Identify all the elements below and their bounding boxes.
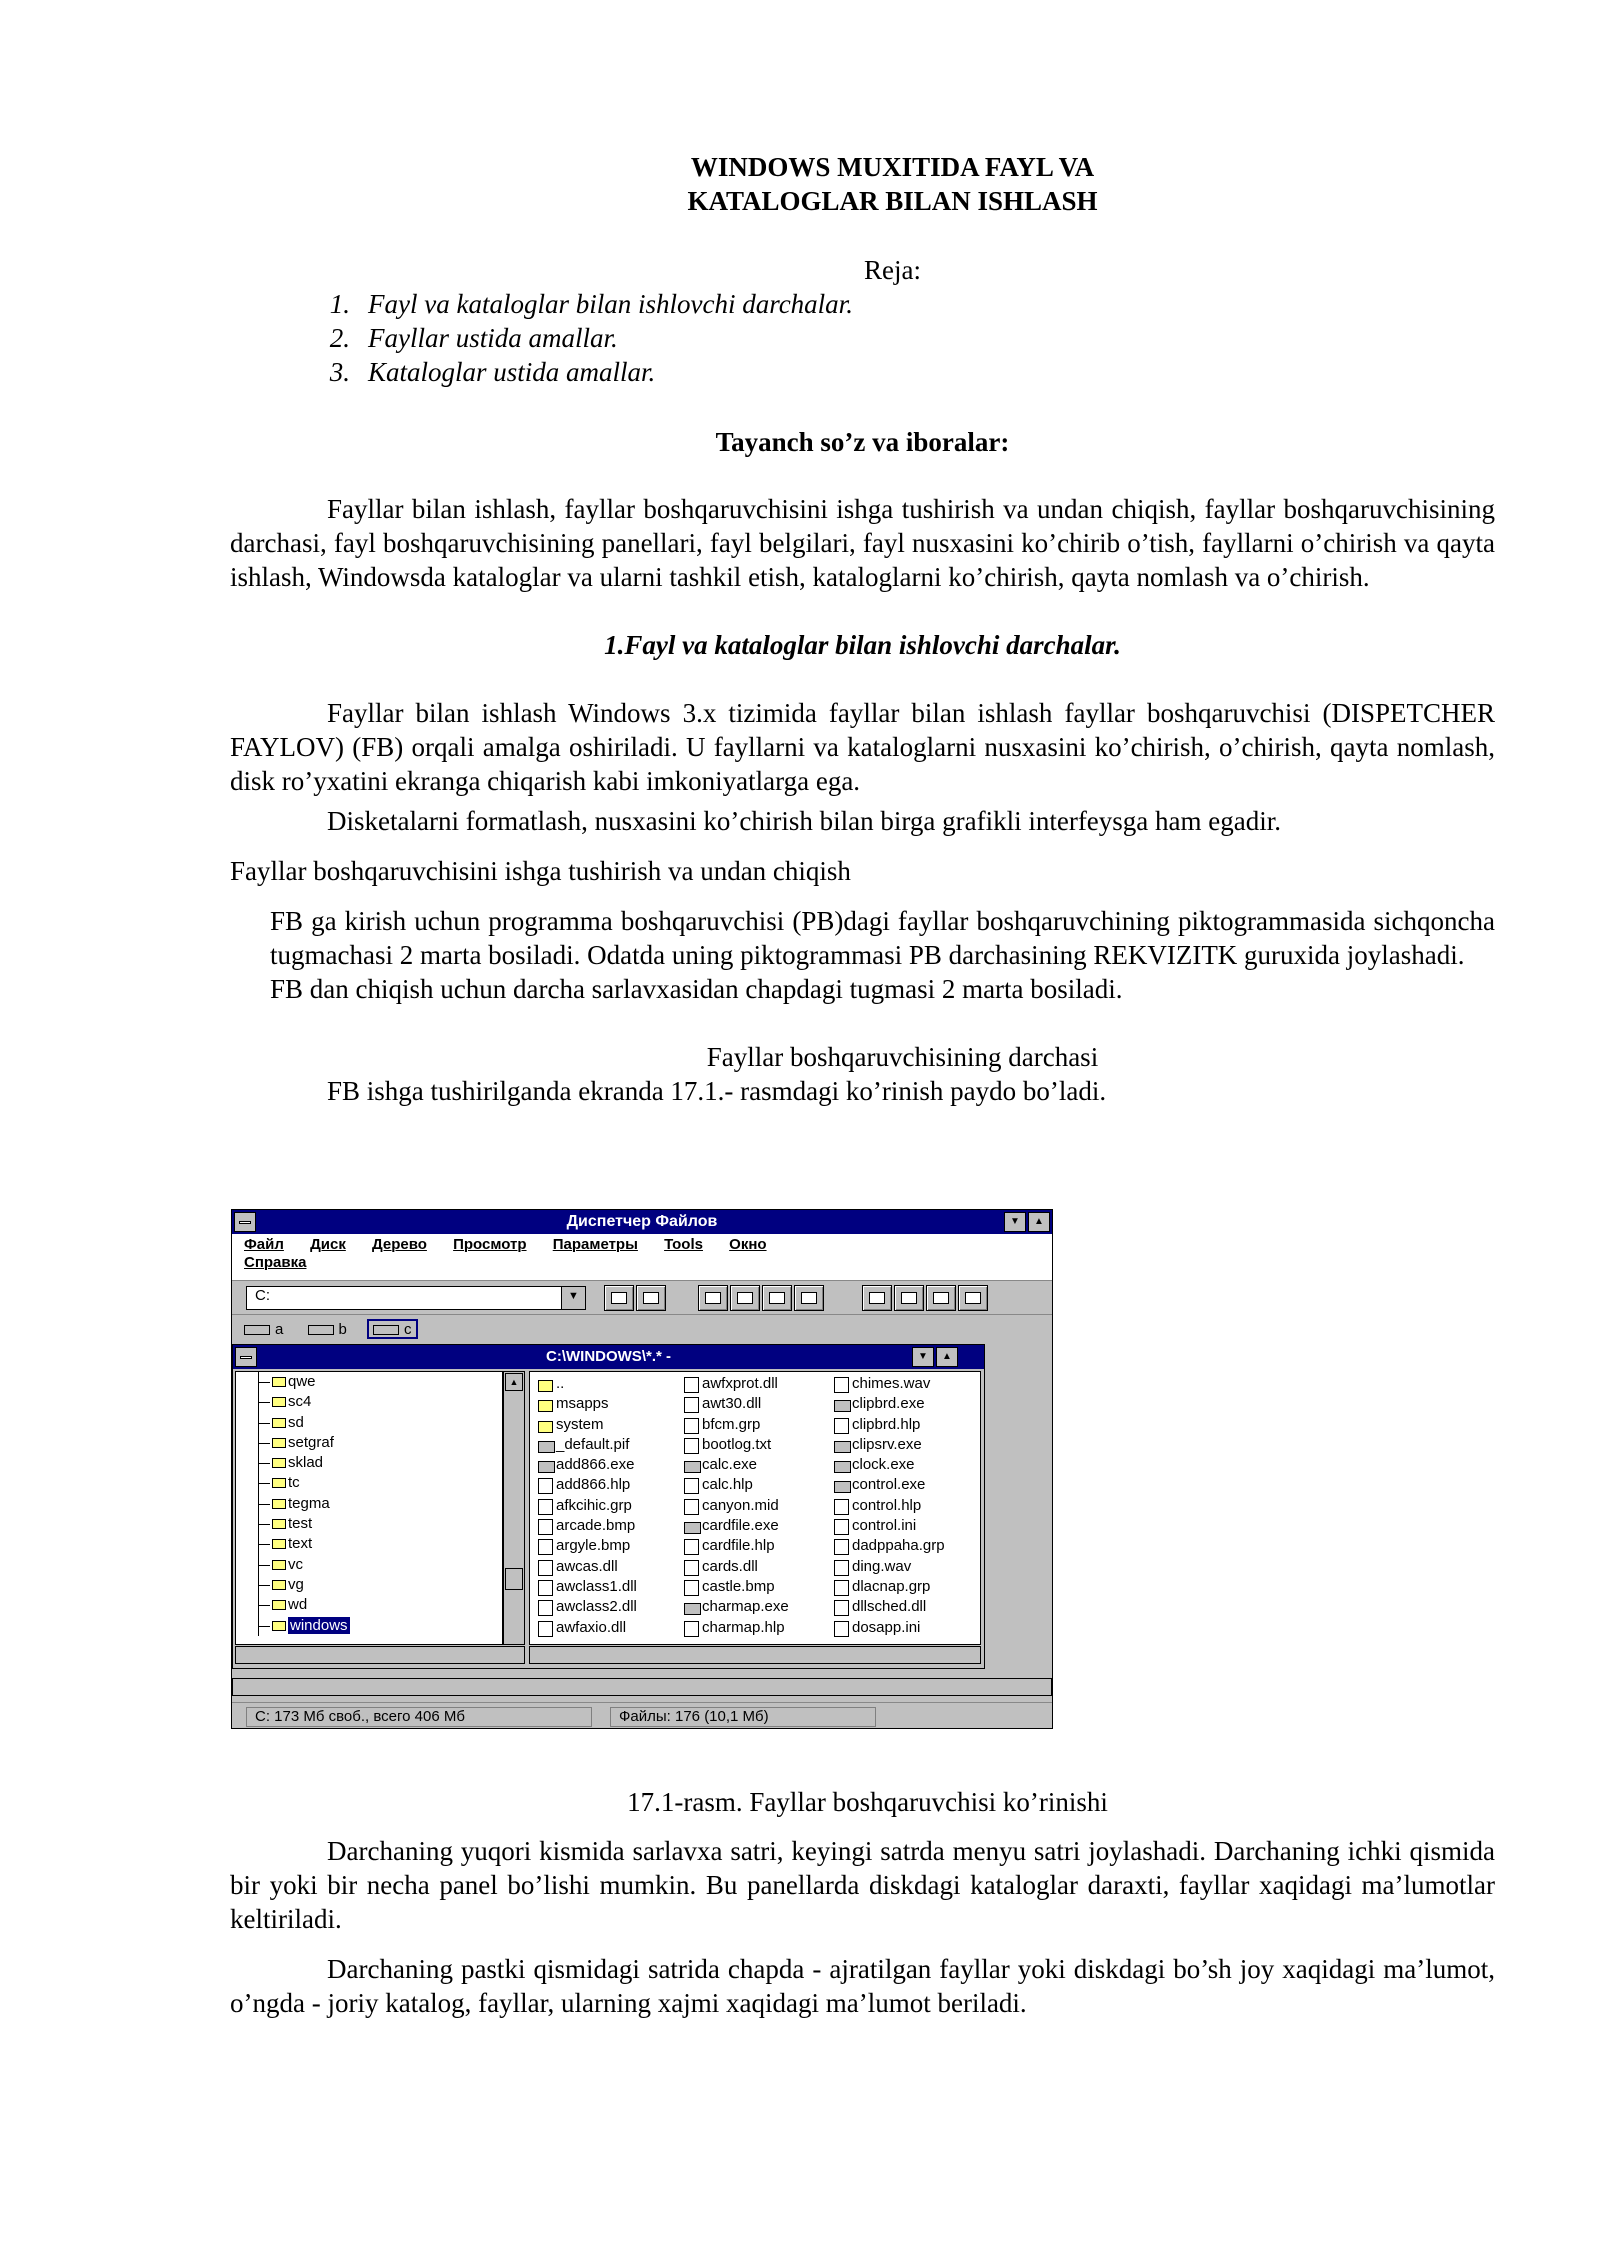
file-item[interactable]: argyle.bmp — [534, 1536, 637, 1556]
status-disk-space: C: 173 Мб своб., всего 406 Мб — [246, 1707, 592, 1727]
file-item[interactable]: dlacnap.grp — [830, 1577, 945, 1597]
file-item[interactable]: bfcm.grp — [680, 1415, 789, 1435]
tree-item[interactable]: text — [236, 1534, 502, 1554]
drive-icon — [373, 1325, 399, 1335]
folder-icon — [272, 1539, 286, 1549]
folder-icon — [272, 1560, 286, 1570]
figure-caption: 17.1-rasm. Fayllar boshqaruvchisi ko’rinishi — [627, 1787, 1108, 1817]
file-item[interactable]: chimes.wav — [830, 1374, 945, 1394]
fm-toolbar — [232, 1280, 1052, 1314]
reja-item: 3. Kataloglar ustida amallar. — [329, 357, 656, 387]
folder-icon — [272, 1478, 286, 1488]
reja-label: Reja: — [864, 255, 921, 285]
chevron-down-icon[interactable]: ▼ — [561, 1287, 585, 1309]
menu-disk[interactable]: Диск — [310, 1236, 346, 1253]
directory-window — [232, 1344, 985, 1669]
darcha-heading: Fayllar boshqaruvchisining darchasi — [706, 1042, 1099, 1072]
fm-window-title: Диспетчер Файлов — [566, 1213, 718, 1230]
system-menu-icon[interactable] — [234, 1212, 256, 1232]
file-item[interactable]: ding.wav — [830, 1557, 945, 1577]
file-item[interactable]: add866.exe — [534, 1455, 637, 1475]
folder-icon — [272, 1499, 286, 1509]
fm-menu-bar — [232, 1234, 1052, 1280]
file-item[interactable]: cardfile.exe — [680, 1516, 789, 1536]
file-item[interactable]: charmap.hlp — [680, 1618, 789, 1638]
tree-item[interactable]: vc — [236, 1555, 502, 1575]
file-manager-figure — [231, 1209, 1053, 1729]
file-item[interactable]: awfaxio.dll — [534, 1618, 637, 1638]
menu-file[interactable]: Файл — [244, 1236, 284, 1253]
drive-c-button[interactable]: c — [367, 1319, 418, 1339]
toolbar-disk-icon[interactable] — [926, 1285, 956, 1311]
paragraph-intro: Fayllar bilan ishlash Windows 3.x tizimida fayllar bilan ishlash fayllar boshqaruvchisi (DISPETCHER FAYLOV) (FB) orqali amalga oshiriladi. U fayllarni va kataloglarni nusxasini ko’chirish, o’chirish, qayta nomlash, disk ro’yxatini ekranga chiqarish kabi imkoniyatlarga ega. — [230, 698, 1495, 796]
file-item[interactable]: awclass1.dll — [534, 1577, 637, 1597]
file-item[interactable]: clipsrv.exe — [830, 1435, 945, 1455]
file-column — [534, 1374, 637, 1638]
drive-b-button[interactable]: b — [304, 1321, 351, 1341]
tree-item[interactable]: sklad — [236, 1453, 502, 1473]
file-item[interactable]: dosapp.ini — [830, 1618, 945, 1638]
file-item[interactable]: afkcihic.grp — [534, 1496, 637, 1516]
file-item[interactable]: arcade.bmp — [534, 1516, 637, 1536]
file-item[interactable]: castle.bmp — [680, 1577, 789, 1597]
document-page — [230, 150, 1495, 1108]
toolbar-view-icon[interactable] — [636, 1285, 666, 1311]
drive-select[interactable] — [246, 1286, 586, 1310]
paragraph-exit: FB dan chiqish uchun darcha sarlavxasidan chapdagi tugmasi 2 marta bosiladi. — [270, 974, 1123, 1004]
folder-icon — [272, 1418, 286, 1428]
file-item[interactable]: msapps — [534, 1394, 637, 1414]
file-item[interactable]: clock.exe — [830, 1455, 945, 1475]
drive-a-button[interactable]: a — [240, 1321, 287, 1341]
file-item[interactable]: _default.pif — [534, 1435, 637, 1455]
doc-title-line1: WINDOWS MUXITIDA FAYL VA — [690, 152, 1095, 182]
drive-icon — [308, 1325, 334, 1335]
tree-hscrollbar[interactable] — [235, 1646, 525, 1664]
folder-icon — [272, 1580, 286, 1590]
file-item[interactable]: calc.hlp — [680, 1475, 789, 1495]
drive-icon — [244, 1325, 270, 1335]
file-item[interactable]: canyon.mid — [680, 1496, 789, 1516]
paragraph-window-parts: Darchaning yuqori kismida sarlavxa satri, keyingi satrda menyu satri joylashadi. Darchaning ichki qismida bir yoki bir necha panel bo’lishi mumkin. Bu panellarda diskdagi kataloglar daraxti, fayllar xaqidagi ma’lumotlar keltiriladi. — [230, 1836, 1495, 1934]
toolbar-view-icon[interactable] — [604, 1285, 634, 1311]
file-item[interactable]: calc.exe — [680, 1455, 789, 1475]
tree-item[interactable]: qwe — [236, 1372, 502, 1392]
menu-tools[interactable]: Tools — [664, 1236, 703, 1253]
tree-item[interactable]: vg — [236, 1575, 502, 1595]
file-item[interactable]: .. — [534, 1374, 637, 1394]
directory-window-title: C:\WINDOWS\*.* - — [233, 1345, 984, 1369]
paragraph-status-line: Darchaning pastki qismidagi satrida chapda - ajratilgan fayllar yoki diskdagi bo’sh joy xaqidagi ma’lumot, o’ngda - joriy katalog, fayllar, ularning xajmi xaqidagi ma’lumot beriladi. — [230, 1954, 1495, 2018]
file-item[interactable]: control.hlp — [830, 1496, 945, 1516]
tree-item[interactable]: tegma — [236, 1494, 502, 1514]
paragraph-figure-intro: FB ishga tushirilganda ekranda 17.1.- rasmdagi ko’rinish paydo bo’ladi. — [327, 1076, 1107, 1106]
menu-help[interactable]: Справка — [244, 1254, 307, 1271]
toolbar-sort-icon[interactable] — [762, 1285, 792, 1311]
scroll-thumb[interactable] — [505, 1568, 523, 1590]
launch-block — [270, 904, 1495, 1006]
paragraph-launch: FB ga kirish uchun programma boshqaruvchisi (PB)dagi fayllar boshqaruvchining piktogrammasida sichqoncha tugmachasi 2 marta bosiladi. Odatda uning piktogrammasi PB darchasining REKVIZITK guruxida joylashadi. — [270, 906, 1495, 970]
tree-item-selected[interactable]: windows — [236, 1616, 502, 1636]
file-item[interactable]: awcas.dll — [534, 1557, 637, 1577]
toolbar-disk-icon[interactable] — [894, 1285, 924, 1311]
file-item[interactable]: bootlog.txt — [680, 1435, 789, 1455]
menu-view[interactable]: Просмотр — [453, 1236, 527, 1253]
file-item[interactable]: dadppaha.grp — [830, 1536, 945, 1556]
folder-icon — [272, 1600, 286, 1610]
fm-title-bar — [232, 1210, 1052, 1234]
keywords-paragraph: Fayllar bilan ishlash, fayllar boshqaruvchisini ishga tushirish va undan chiqish, fayllar boshqaruvchisining darchasi, fayl boshqaruvchisining panellari, fayl belgilari, fayl nusxasini ko’chirib o’tish, fayllarni o’chirish va qayta ishlash, Windowsda kataloglar va ularni tashkil etish, kataloglarni ko’chirish, qayta nomlash va o’chirish. — [230, 494, 1495, 592]
file-item[interactable]: control.ini — [830, 1516, 945, 1536]
toolbar-disk-icon[interactable] — [862, 1285, 892, 1311]
status-files: Файлы: 176 (10,1 Мб) — [610, 1707, 876, 1727]
scroll-up-icon[interactable]: ▲ — [505, 1373, 523, 1391]
folder-icon — [272, 1458, 286, 1468]
file-item[interactable]: clipbrd.exe — [830, 1394, 945, 1414]
tree-item[interactable]: sc4 — [236, 1392, 502, 1412]
tree-item[interactable]: sd — [236, 1413, 502, 1433]
toolbar-sort-icon[interactable] — [730, 1285, 760, 1311]
file-item[interactable]: clipbrd.hlp — [830, 1415, 945, 1435]
maximize-icon[interactable]: ▲ — [1028, 1212, 1050, 1232]
file-column — [680, 1374, 789, 1638]
toolbar-sort-icon[interactable] — [698, 1285, 728, 1311]
reja-list — [230, 287, 1495, 389]
toolbar-sort-icon[interactable] — [794, 1285, 824, 1311]
file-item[interactable]: control.exe — [830, 1475, 945, 1495]
child-minimize-icon[interactable]: ▼ — [912, 1347, 934, 1367]
menu-tree[interactable]: Дерево — [372, 1236, 427, 1253]
folder-icon — [272, 1438, 286, 1448]
child-system-menu-icon[interactable] — [235, 1347, 257, 1367]
tree-item[interactable]: test — [236, 1514, 502, 1534]
child-maximize-icon[interactable]: ▲ — [936, 1347, 958, 1367]
file-list — [529, 1371, 981, 1645]
files-hscrollbar[interactable] — [529, 1646, 981, 1664]
file-item[interactable]: add866.hlp — [534, 1475, 637, 1495]
menu-options[interactable]: Параметры — [552, 1236, 638, 1253]
file-item[interactable]: system — [534, 1415, 637, 1435]
toolbar-disk-icon[interactable] — [958, 1285, 988, 1311]
file-item[interactable]: charmap.exe — [680, 1597, 789, 1617]
file-item[interactable]: awclass2.dll — [534, 1597, 637, 1617]
drive-bar — [232, 1314, 1052, 1342]
file-item[interactable]: cards.dll — [680, 1557, 789, 1577]
status-bar — [232, 1702, 1052, 1728]
paragraph-diskettes: Disketalarni formatlash, nusxasini ko’chirish bilan birga grafikli interfeysga ham egadir. — [327, 806, 1281, 836]
file-item[interactable]: awt30.dll — [680, 1394, 789, 1414]
reja-item: 1. Fayl va kataloglar bilan ishlovchi darchalar. — [329, 289, 853, 319]
document-after-figure — [230, 1785, 1495, 2020]
doc-title-line2: KATALOGLAR BILAN ISHLASH — [687, 186, 1098, 216]
tree-item[interactable]: setgraf — [236, 1433, 502, 1453]
file-item[interactable]: awfxprot.dll — [680, 1374, 789, 1394]
open-folder-icon — [272, 1621, 286, 1631]
menu-window[interactable]: Окно — [729, 1236, 767, 1253]
tree-item[interactable]: wd — [236, 1595, 502, 1615]
file-item[interactable]: cardfile.hlp — [680, 1536, 789, 1556]
folder-icon — [272, 1377, 286, 1387]
reja-item: 2. Fayllar ustida amallar. — [329, 323, 618, 353]
drive-select-value: C: — [255, 1287, 270, 1304]
folder-icon — [272, 1519, 286, 1529]
subheading-launch: Fayllar boshqaruvchisini ishga tushirish va undan chiqish — [230, 856, 851, 886]
folder-icon — [272, 1397, 286, 1407]
main-hscrollbar[interactable] — [232, 1678, 1052, 1696]
directory-tree — [235, 1371, 503, 1645]
file-item[interactable]: dllsched.dll — [830, 1597, 945, 1617]
tree-item[interactable]: tc — [236, 1473, 502, 1493]
file-column — [830, 1374, 945, 1638]
tree-scrollbar[interactable] — [503, 1371, 525, 1645]
minimize-icon[interactable]: ▼ — [1004, 1212, 1026, 1232]
section-heading: 1.Fayl va kataloglar bilan ishlovchi darchalar. — [604, 630, 1121, 660]
keywords-heading: Tayanch so’z va iboralar: — [715, 427, 1010, 457]
